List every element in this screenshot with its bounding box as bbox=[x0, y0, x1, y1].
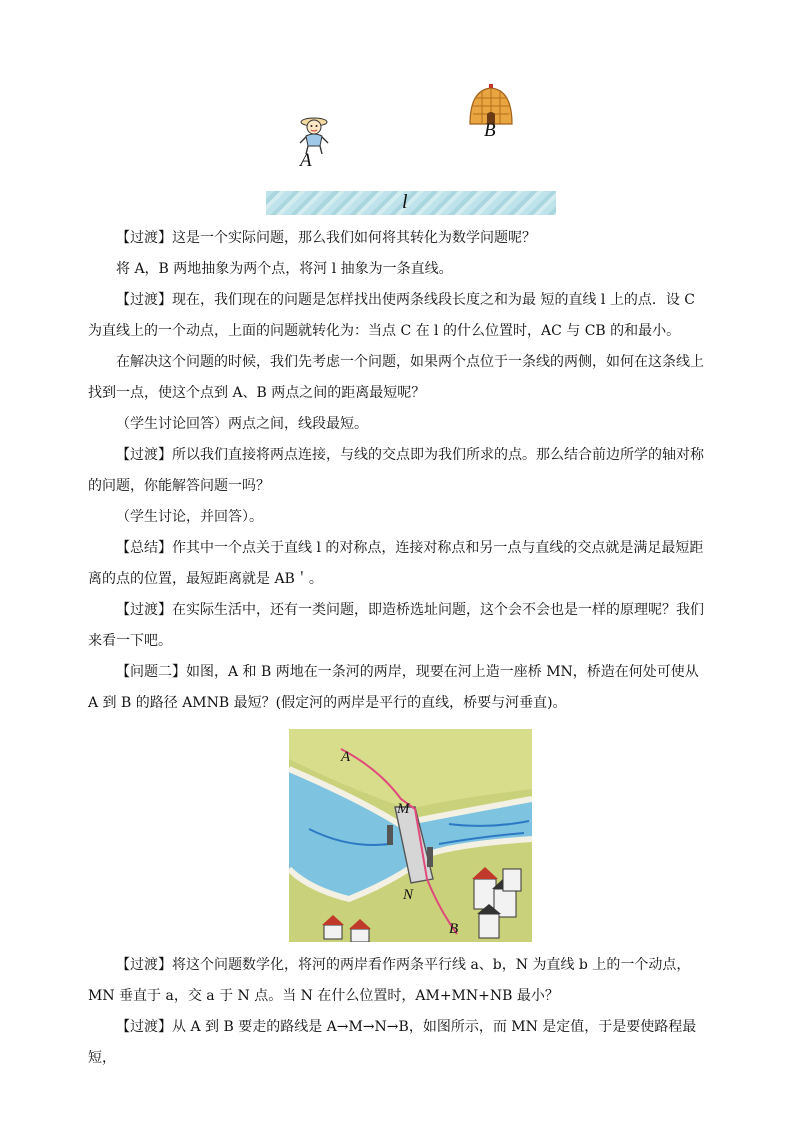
paragraph: （学生讨论回答）两点之间，线段最短。 bbox=[116, 416, 368, 432]
paragraph: 【总结】作其中一个点关于直线 l 的对称点，连接对称点和另一点与直线的交点就是满足最短距离的点的位置，最短距离就是 AB＇。 bbox=[88, 540, 704, 587]
paragraph: 【过渡】这是一个实际问题，那么我们如何将其转化为数学问题呢？ bbox=[116, 230, 536, 246]
paragraph: 【问题二】如图，A 和 B 两地在一条河的两岸，现要在河上造一座桥 MN，桥造在何处可使从 A 到 B 的路径 AMNB 最短？(假定河的两岸是平行的直线，桥要与河垂直)。 bbox=[88, 664, 699, 711]
paragraph: 【过渡】现在，我们现在的问题是怎样找出使两条线段长度之和为最 短的直线 l 上的点．设 C 为直线上的一个动点，上面的问题就转化为：当点 C 在 l 的什么位置时，AC 与 CB 的和最小。 bbox=[88, 292, 695, 339]
paragraph: 将 A，B 两地抽象为两个点，将河 l 抽象为一条直线。 bbox=[116, 261, 453, 277]
label-m: M bbox=[397, 801, 410, 817]
label-line-l: l bbox=[402, 191, 408, 213]
figure-bridge-problem bbox=[289, 729, 532, 942]
label-a: A bbox=[341, 749, 351, 765]
person-icon bbox=[292, 112, 336, 156]
label-b: B bbox=[484, 120, 496, 141]
paragraph: 【过渡】从 A 到 B 要走的路线是 A→M→N→B，如图所示，而 MN 是定值，于是要使路程最短， bbox=[88, 1019, 697, 1066]
paragraph: 【过渡】所以我们直接将两点连接，与线的交点即为我们所求的点。那么结合前边所学的轴对称的问题，你能解答问题一吗？ bbox=[88, 447, 704, 494]
text-block-2 bbox=[88, 950, 710, 1074]
label-n: N bbox=[403, 887, 414, 903]
paragraph: 【过渡】在实际生活中，还有一类问题，即造桥选址问题，这个会不会也是一样的原理呢？我们来看一下吧。 bbox=[88, 602, 704, 649]
river-band bbox=[266, 191, 556, 215]
label-a: A bbox=[300, 150, 312, 171]
paragraph: 【过渡】将这个问题数学化，将河的两岸看作两条平行线 a、b，N 为直线 b 上的一个动点，MN 垂直于 a，交 a 于 N 点。当 N 在什么位置时，AM+MN+NB 最小？ bbox=[88, 957, 691, 1004]
paragraph: 在解决这个问题的时候，我们先考虑一个问题，如果两个点位于一条线的两侧，如何在这条线上找到一点，使这个点到 A、B 两点之间的距离最短呢？ bbox=[88, 354, 704, 401]
figure-river-problem bbox=[260, 80, 560, 220]
paragraph: （学生讨论，并回答）。 bbox=[116, 509, 263, 525]
label-b: B bbox=[449, 921, 459, 937]
text-block-1 bbox=[88, 223, 710, 719]
